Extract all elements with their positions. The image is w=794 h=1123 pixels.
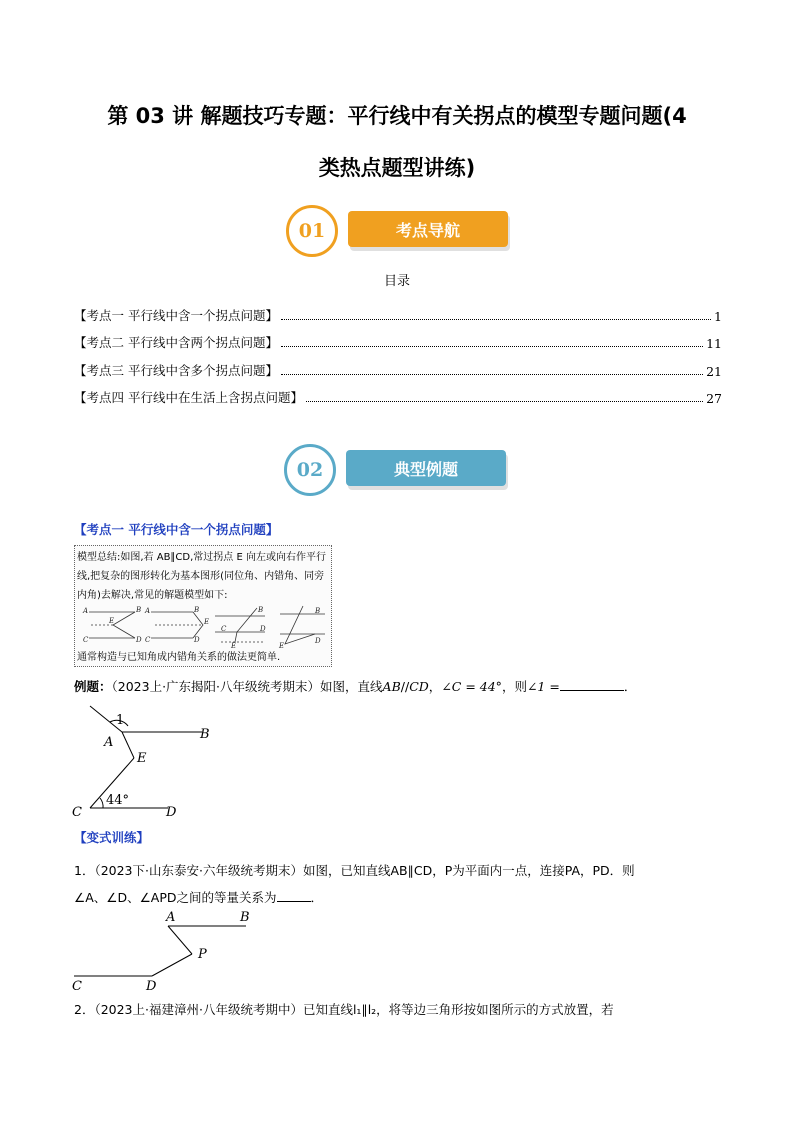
banner-number-badge bbox=[286, 205, 338, 257]
model-label-e: E bbox=[204, 618, 210, 626]
fig1-angle-44: 44° bbox=[106, 793, 130, 808]
example-text: 如图，直线 bbox=[320, 679, 383, 694]
toc-item[interactable] bbox=[74, 351, 722, 379]
model-label-e: E bbox=[279, 642, 285, 648]
model-label-b: B bbox=[258, 606, 264, 614]
example-text: ，则 bbox=[501, 679, 527, 694]
question-1-figure bbox=[68, 906, 268, 998]
question-1-line-2: ∠A、∠D、∠APD之间的等量关系为 bbox=[74, 890, 277, 905]
page-title bbox=[60, 90, 734, 194]
section-heading: 【考点一 平行线中含一个拐点问题】 bbox=[74, 522, 279, 537]
variant-heading-text: 【变式训练】 bbox=[74, 830, 150, 845]
toc-leader-dots bbox=[306, 401, 703, 402]
fig1-point-b: B bbox=[200, 727, 210, 742]
toc-item-page: 11 bbox=[706, 336, 722, 351]
example-line-ab: AB bbox=[382, 679, 401, 694]
table-of-contents bbox=[74, 296, 722, 406]
toc-leader-dots bbox=[281, 374, 703, 375]
variant-heading bbox=[74, 828, 149, 848]
toc-item[interactable] bbox=[74, 324, 722, 352]
model-label-d: D bbox=[315, 637, 321, 645]
model-summary-box bbox=[74, 545, 332, 667]
example-problem bbox=[74, 677, 734, 697]
banner-label-pill bbox=[348, 211, 508, 247]
model-label-a: A bbox=[145, 607, 151, 615]
model-label-d: D bbox=[136, 636, 142, 644]
fig1-angle-1: 1 bbox=[116, 713, 125, 728]
question-2-line-1: 2．（2023上·福建漳州·八年级统考期中）已知直线l₁∥l₂，将等边三角形按如图所示的方式放置，若 bbox=[74, 1002, 614, 1017]
banner-label: 考点导航 bbox=[395, 220, 460, 240]
toc-leader-dots bbox=[281, 346, 703, 347]
model-summary-footer: 通常构造与已知角成内错角关系的做法更简单. bbox=[77, 652, 281, 663]
example-text: ， bbox=[428, 679, 442, 694]
banner-number: 02 bbox=[296, 459, 324, 481]
toc-item-page: 27 bbox=[706, 391, 722, 406]
toc-item-label: 【考点四 平行线中在生活上含拐点问题】 bbox=[74, 390, 303, 405]
fig2-point-d: D bbox=[146, 979, 157, 994]
model-label-e: E bbox=[231, 642, 237, 648]
toc-item[interactable] bbox=[74, 379, 722, 407]
title-line-2: 类热点题型讲练) bbox=[318, 156, 476, 180]
fig1-point-c: C bbox=[72, 805, 82, 820]
toc-item-label: 【考点一 平行线中含一个拐点问题】 bbox=[74, 307, 278, 323]
example-prefix: 例题： bbox=[74, 679, 112, 694]
model-label-b: B bbox=[194, 606, 200, 614]
banner-number-badge bbox=[284, 444, 336, 496]
title-line-1: 第 03 讲 解题技巧专题：平行线中有关拐点的模型专题问题(4 bbox=[107, 104, 687, 128]
banner-label: 典型例题 bbox=[393, 459, 458, 479]
model-label-a: A bbox=[83, 607, 89, 615]
model-label-c: C bbox=[83, 636, 89, 644]
model-label-c: C bbox=[221, 625, 227, 633]
banner-dianxing-liti bbox=[284, 444, 514, 500]
toc-item[interactable] bbox=[74, 296, 722, 324]
toc-item-label: 【考点二 平行线中含两个拐点问题】 bbox=[74, 335, 278, 350]
model-diagrams bbox=[75, 604, 333, 648]
example-source: （2023上·广东揭阳·八年级统考期末） bbox=[111, 679, 321, 694]
fig2-point-p: P bbox=[198, 947, 207, 962]
model-label-e: E bbox=[109, 617, 115, 625]
model-label-c: C bbox=[145, 636, 151, 644]
question-1-end: ． bbox=[310, 890, 324, 905]
banner-number: 01 bbox=[298, 220, 326, 242]
toc-title: 目录 bbox=[383, 274, 410, 289]
fig2-point-c: C bbox=[72, 979, 82, 994]
example-end: ． bbox=[623, 679, 637, 694]
fig2-point-b: B bbox=[240, 910, 250, 925]
question-1 bbox=[74, 857, 734, 911]
fig1-point-d: D bbox=[166, 805, 177, 820]
question-2 bbox=[74, 1000, 734, 1020]
banner-label-pill bbox=[346, 450, 506, 486]
answer-blank[interactable] bbox=[560, 678, 624, 691]
answer-blank[interactable] bbox=[277, 889, 311, 902]
toc-item-page: 1 bbox=[714, 308, 722, 324]
toc-item-page: 21 bbox=[706, 363, 722, 379]
model-label-d: D bbox=[194, 636, 200, 644]
example-angle-c: ∠C = 44° bbox=[441, 679, 502, 694]
example-figure bbox=[70, 700, 220, 822]
question-1-line-1: 1．（2023下·山东泰安·六年级统考期末）如图，已知直线AB∥CD，P为平面内一点，连接PA，PD．则 bbox=[74, 863, 635, 878]
fig1-point-a: A bbox=[104, 735, 114, 750]
fig1-point-e: E bbox=[137, 751, 147, 766]
fig2-point-a: A bbox=[166, 910, 176, 925]
model-summary-text: 模型总结:如图,若 AB∥CD,常过拐点 E 向左或向右作平行线,把复杂的图形转化为基本图形(同位角、内错角、同旁内角)去解决,常见的解题模型如下: bbox=[77, 552, 326, 601]
toc-item-label: 【考点三 平行线中含多个拐点问题】 bbox=[74, 362, 278, 378]
example-line-cd: CD bbox=[409, 679, 429, 694]
model-label-b: B bbox=[136, 606, 142, 614]
banner-kaodian-daohang bbox=[286, 205, 516, 261]
example-angle-1: ∠1 = bbox=[526, 679, 560, 694]
model-label-b: B bbox=[315, 607, 321, 615]
model-label-d: D bbox=[260, 625, 266, 633]
toc-leader-dots bbox=[281, 319, 711, 320]
example-parallel: // bbox=[400, 679, 410, 694]
